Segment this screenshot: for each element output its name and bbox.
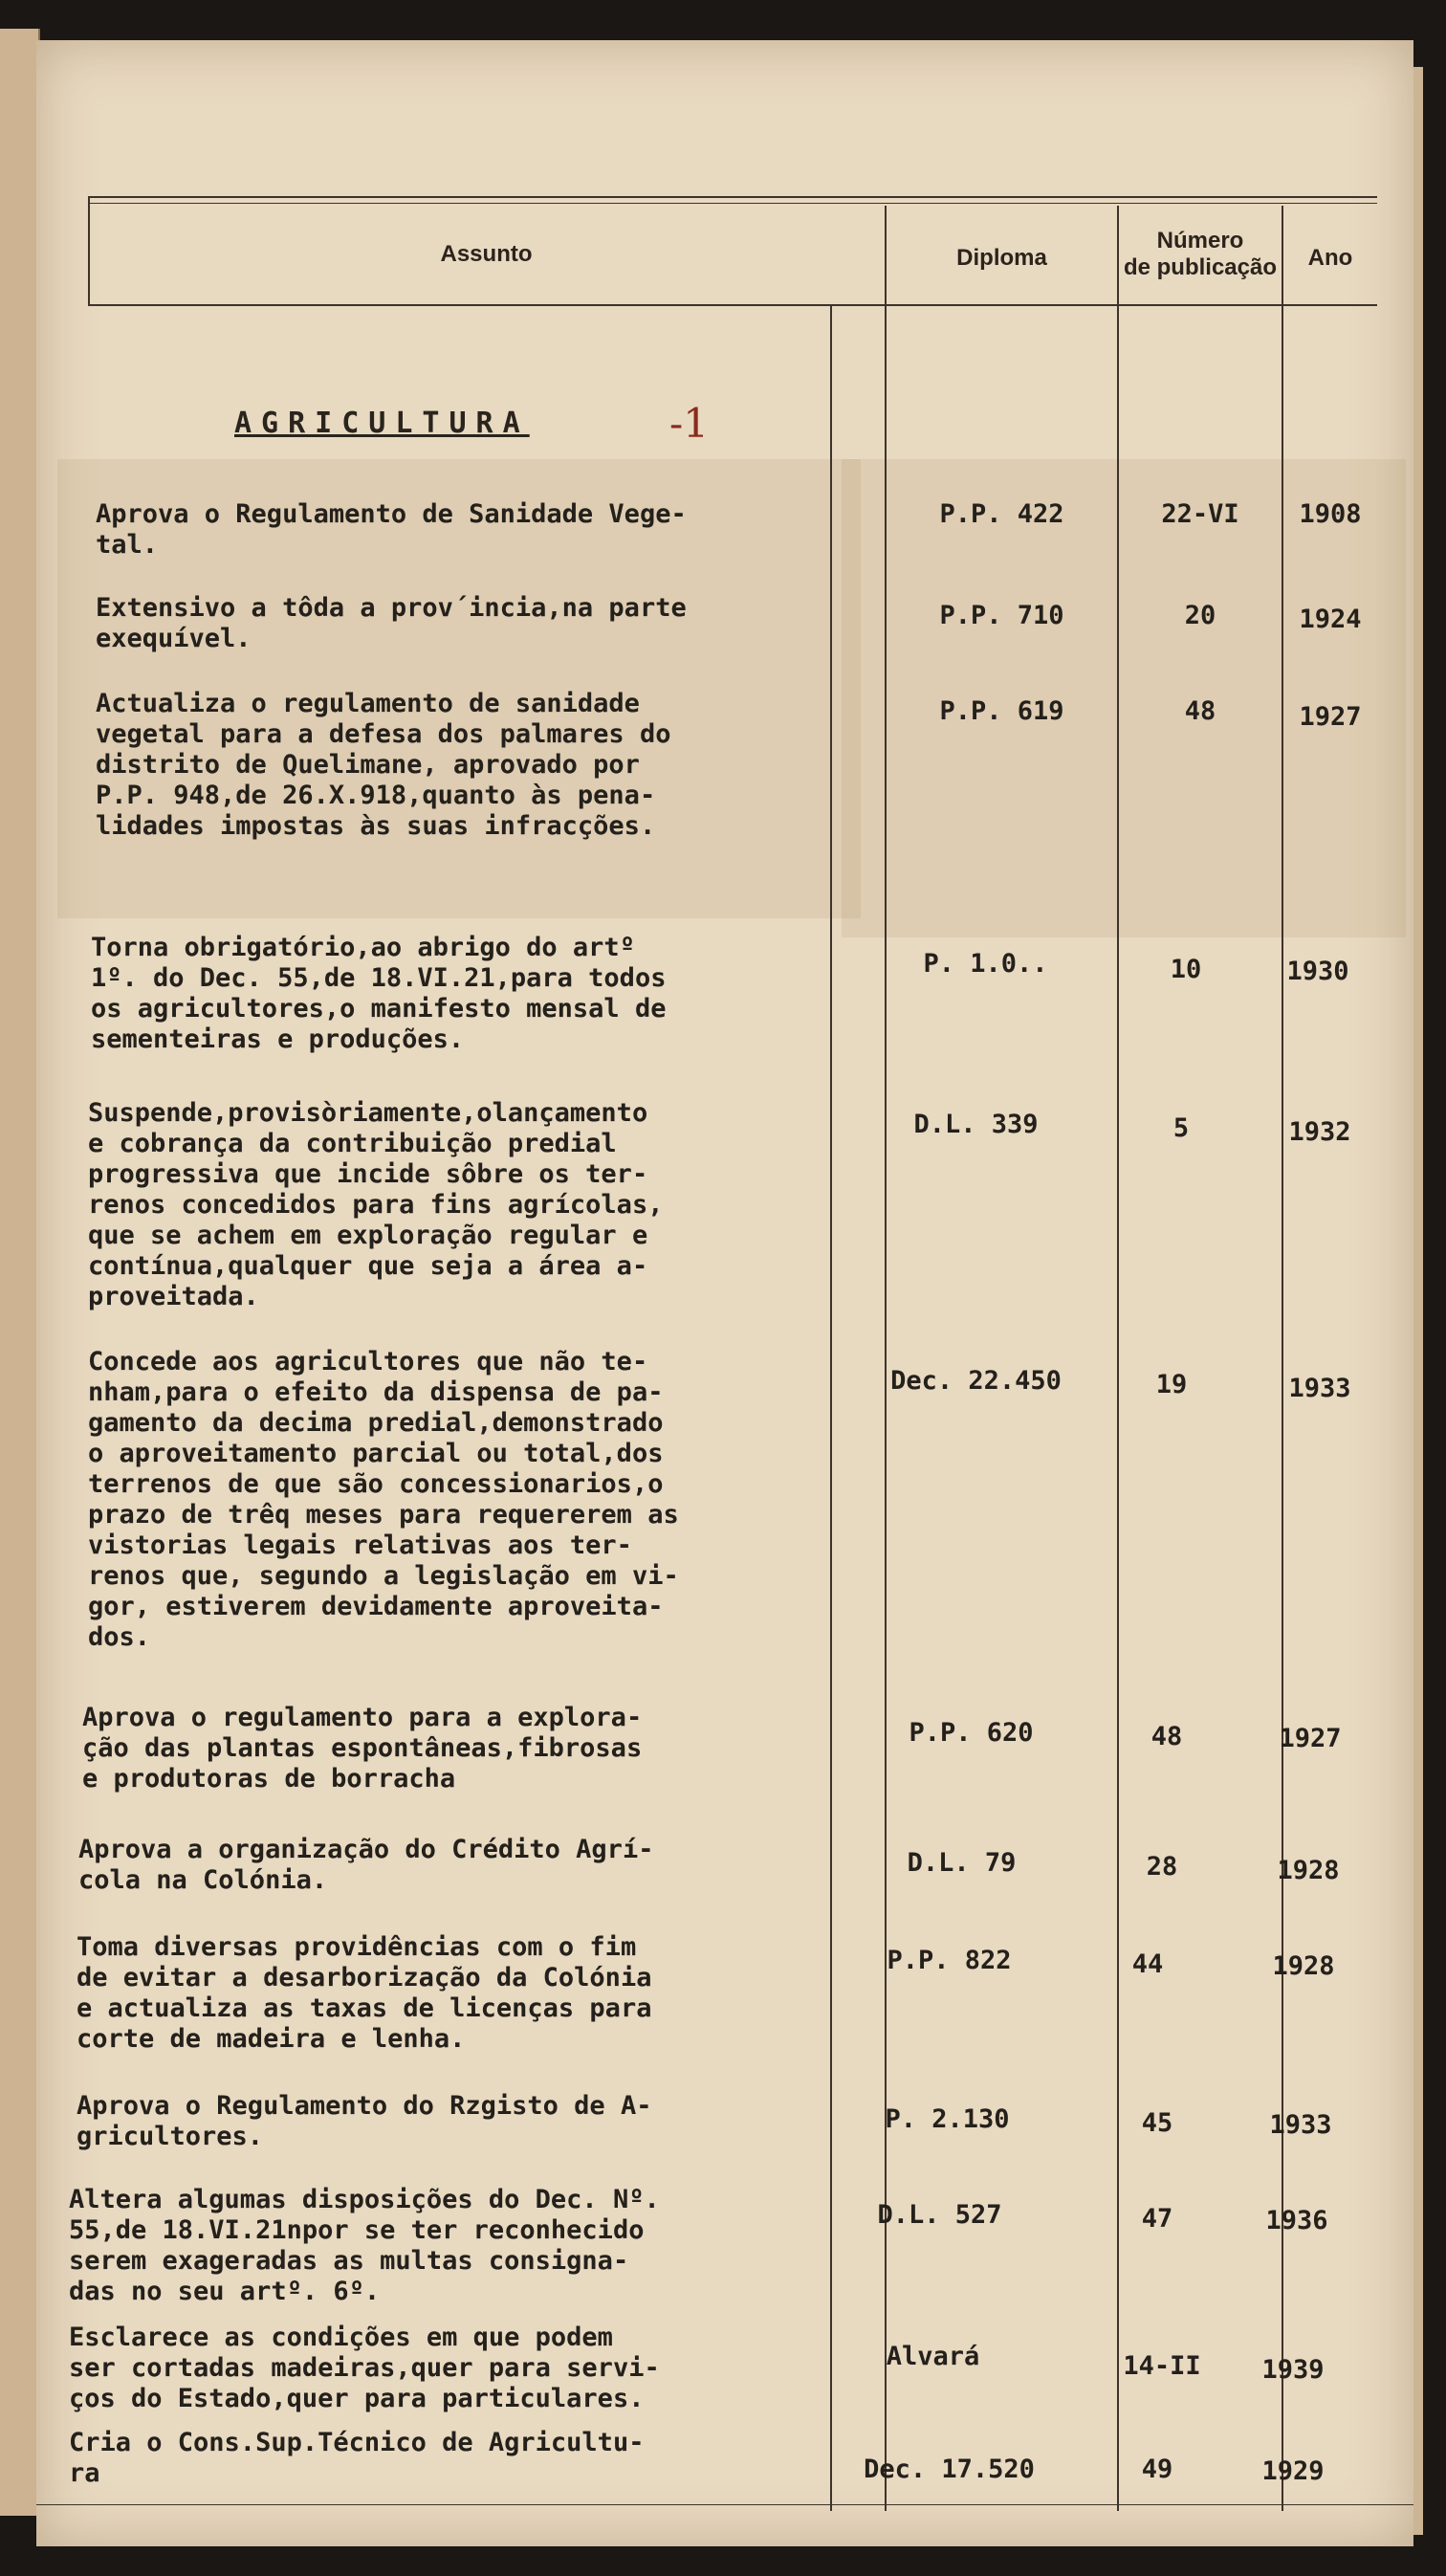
row-ano: 1908: [1299, 499, 1362, 529]
row-numero: 20: [1184, 601, 1216, 630]
row-numero: 45: [1141, 2108, 1173, 2138]
row-ano: 1939: [1261, 2355, 1325, 2385]
row-ano: 1929: [1261, 2456, 1325, 2486]
row-ano: 1927: [1279, 1724, 1342, 1753]
ano-left-rule: [1282, 206, 1283, 2511]
header-numero: [1119, 228, 1282, 281]
row-subject: Aprova o Regulamento do Rzgisto de A- gricultores.: [77, 2091, 652, 2151]
page-stack-edge: [1413, 67, 1423, 2535]
row-ano: 1933: [1269, 2110, 1332, 2140]
subject-inner-rule: [830, 306, 832, 2511]
diploma-left-rule: [885, 206, 887, 2511]
row-numero: 5: [1172, 1113, 1190, 1143]
row-numero: 44: [1131, 1949, 1164, 1979]
row-diploma: P.P. 822: [887, 1946, 1012, 1975]
table-bottom-rule: [36, 2504, 1413, 2505]
numero-left-rule: [1117, 206, 1119, 2511]
header-bottom-rule: [88, 304, 1377, 306]
row-subject: Altera algumas disposições do Dec. Nº. 55,de 18.VI.21npor se ter reconhecido serem exageradas as multas consigna- das no seu artº. 6º.: [69, 2185, 660, 2306]
row-numero: 14-II: [1123, 2351, 1201, 2381]
row-diploma: P. 2.130: [885, 2104, 1010, 2134]
row-numero: 10: [1170, 955, 1202, 984]
row-ano: 1928: [1277, 1856, 1340, 1885]
section-title: AGRICULTURA: [234, 407, 530, 440]
row-numero: 19: [1155, 1370, 1188, 1399]
row-diploma: Dec. 22.450: [890, 1366, 1062, 1396]
row-subject: Aprova o Regulamento de Sanidade Vege- tal.: [96, 499, 687, 560]
underlying-page-edge: [0, 29, 40, 2516]
row-subject: Esclarece as condições em que podem ser cortadas madeiras,quer para servi- ços do Estado,quer para particulares.: [69, 2323, 660, 2413]
row-diploma: D.L. 527: [877, 2200, 1002, 2230]
header-assunto: Assunto: [440, 241, 533, 267]
row-numero: 48: [1184, 696, 1216, 726]
row-ano: 1924: [1299, 605, 1362, 634]
section-handwritten-number: -1: [669, 400, 709, 447]
table-top-rule: [88, 196, 1377, 198]
row-ano: 1930: [1286, 957, 1349, 986]
row-ano: 1933: [1288, 1374, 1351, 1403]
row-subject: Cria o Cons.Sup.Técnico de Agricultu- ra: [69, 2428, 645, 2488]
row-diploma: D.L. 339: [913, 1110, 1039, 1139]
row-diploma: P. 1.0..: [923, 949, 1048, 979]
table-top-rule-inner: [88, 203, 1377, 204]
header-numero-line1: Número: [1156, 228, 1244, 253]
row-subject: Actualiza o regulamento de sanidade vegetal para a defesa dos palmares do distrito de Quelimane, aprovado por P.P. 948,de 26.X.918,quanto às pena- lidades impostas às suas infracções.: [96, 689, 671, 841]
row-diploma: P.P. 620: [909, 1718, 1034, 1748]
row-diploma: Dec. 17.520: [864, 2455, 1035, 2484]
row-subject: Extensivo a tôda a prov´incia,na parte exequível.: [96, 593, 687, 653]
row-diploma: P.P. 710: [939, 601, 1064, 630]
row-ano: 1928: [1272, 1951, 1335, 1981]
row-ano: 1927: [1299, 702, 1362, 732]
row-numero: 22-VI: [1161, 499, 1239, 529]
row-subject: Aprova a organização do Crédito Agrí- cola na Colónia.: [78, 1835, 654, 1895]
row-diploma: Alvará: [886, 2342, 980, 2371]
row-diploma: P.P. 619: [939, 696, 1064, 726]
row-ano: 1936: [1265, 2206, 1328, 2235]
row-ano: 1932: [1288, 1117, 1351, 1147]
row-numero: 49: [1141, 2455, 1173, 2484]
row-numero: 48: [1150, 1722, 1183, 1751]
row-diploma: D.L. 79: [907, 1848, 1017, 1878]
row-subject: Suspende,provisòriamente,olançamento e cobrança da contribuição predial progressiva que incide sôbre os ter- renos concedidos para fins agrícolas, que se achem em exploração regular e contínua,qualquer que seja a área a- proveitada.: [88, 1098, 664, 1311]
row-diploma: P.P. 422: [939, 499, 1064, 529]
row-subject: Toma diversas providências com o fim de evitar a desarborização da Colónia e actualiza as taxas de licenças para corte de madeira e lenha.: [77, 1932, 652, 2054]
row-subject: Aprova o regulamento para a explora- ção das plantas espontâneas,fibrosas e produtoras de borracha: [82, 1703, 643, 1794]
header-diploma: Diploma: [956, 245, 1047, 271]
header-ano: Ano: [1307, 245, 1353, 271]
row-subject: Torna obrigatório,ao abrigo do artº 1º. do Dec. 55,de 18.VI.21,para todos os agricultores,o manifesto mensal de sementeiras e produções.: [91, 933, 667, 1054]
row-subject: Concede aos agricultores que não te- nham,para o efeito da dispensa de pa- gamento da decima predial,demonstrado o aproveitamento parcial ou total,dos terrenos de que são concessionarios,o prazo de trêq meses para requererem as vistorias legais relativas aos ter- renos que, segundo a legislação em vi- gor, estiverem devidamente aproveita- dos.: [88, 1347, 679, 1652]
row-numero: 28: [1146, 1852, 1178, 1882]
header-numero-line2: de publicação: [1123, 254, 1278, 280]
row-numero: 47: [1141, 2204, 1173, 2234]
